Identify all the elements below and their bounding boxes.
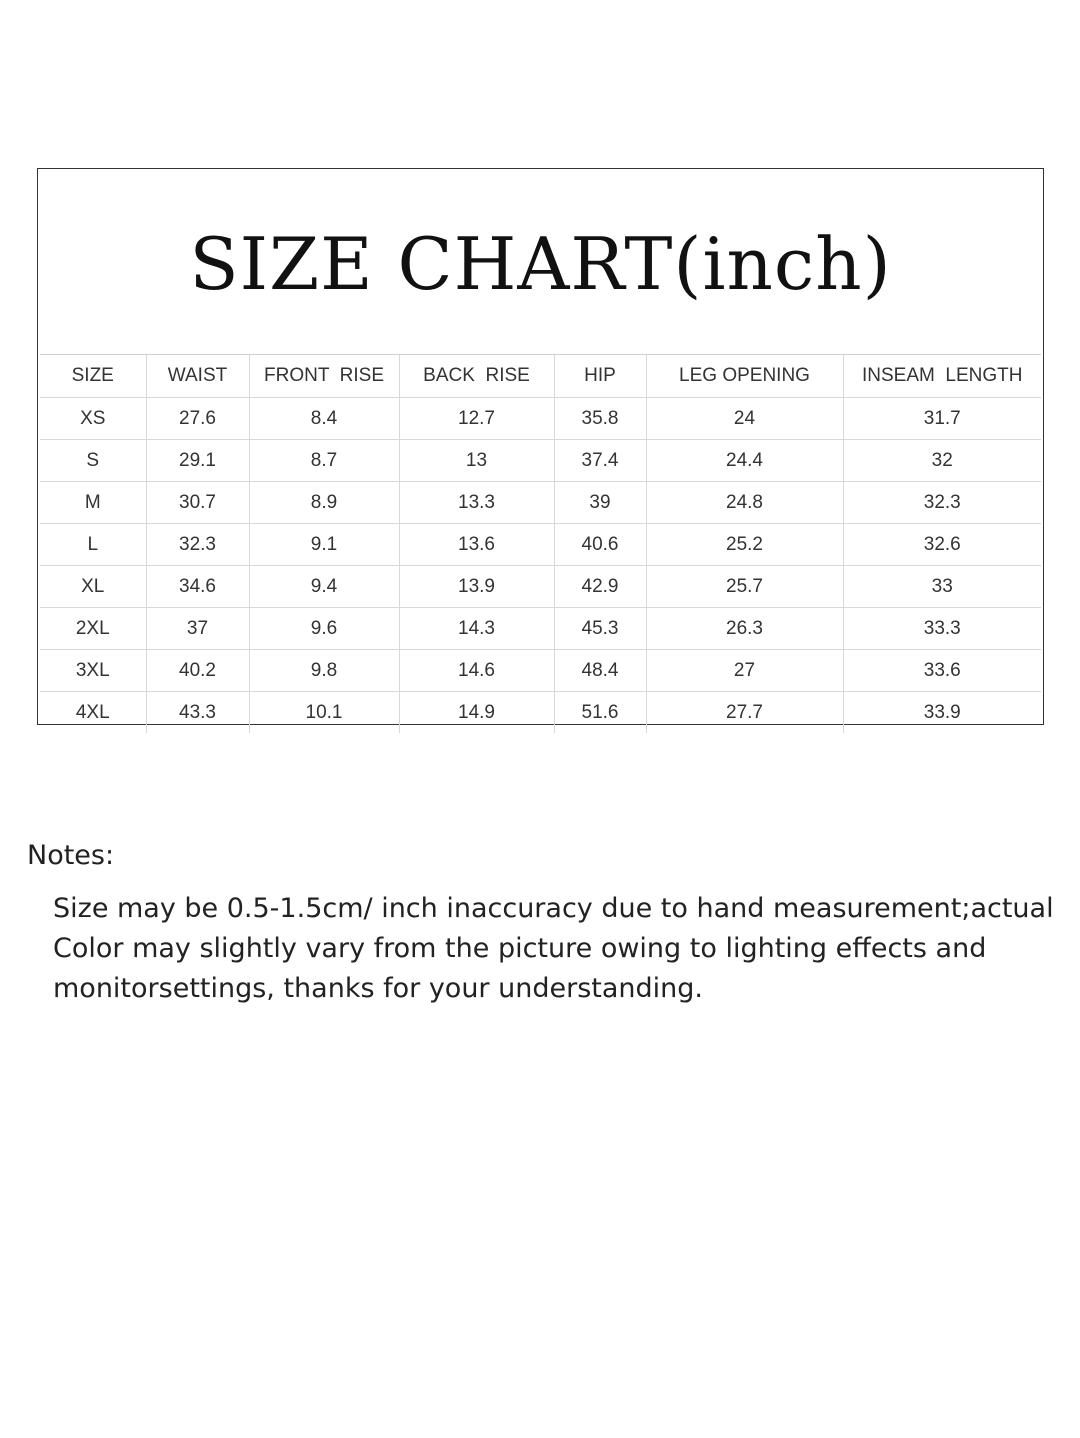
header-back-rise: BACK RISE [399, 355, 554, 398]
table-cell: 25.7 [646, 566, 843, 608]
table-cell: 26.3 [646, 608, 843, 650]
table-cell: L [40, 524, 146, 566]
table-cell: 29.1 [146, 440, 249, 482]
table-cell: 24 [646, 398, 843, 440]
table-cell: 31.7 [843, 398, 1041, 440]
table-cell: 33.9 [843, 692, 1041, 734]
table-cell: 34.6 [146, 566, 249, 608]
table-cell: 8.7 [249, 440, 399, 482]
table-cell: 3XL [40, 650, 146, 692]
table-cell: 33 [843, 566, 1041, 608]
table-row [40, 566, 1041, 608]
table-cell: 24.4 [646, 440, 843, 482]
table-cell: 32.6 [843, 524, 1041, 566]
table-row [40, 608, 1041, 650]
table-cell: 27.6 [146, 398, 249, 440]
table-cell: 2XL [40, 608, 146, 650]
table-cell: 42.9 [554, 566, 646, 608]
table-cell: 13 [399, 440, 554, 482]
table-cell: 30.7 [146, 482, 249, 524]
table-cell: 27.7 [646, 692, 843, 734]
header-leg-opening: LEG OPENING [646, 355, 843, 398]
table-cell: XS [40, 398, 146, 440]
notes-line: monitorsettings, thanks for your understanding. [53, 973, 703, 1004]
table-cell: 27 [646, 650, 843, 692]
table-cell: 9.4 [249, 566, 399, 608]
notes-line: Size may be 0.5-1.5cm/ inch inaccuracy due to hand measurement;actual [53, 893, 1054, 924]
notes-heading: Notes: [27, 840, 115, 871]
table-cell: 14.3 [399, 608, 554, 650]
table-row [40, 524, 1041, 566]
table-cell: 9.8 [249, 650, 399, 692]
table-cell: 39 [554, 482, 646, 524]
table-cell: M [40, 482, 146, 524]
table-cell: 13.9 [399, 566, 554, 608]
header-inseam-length: INSEAM LENGTH [843, 355, 1041, 398]
table-cell: 37.4 [554, 440, 646, 482]
table-cell: 33.3 [843, 608, 1041, 650]
table-row [40, 650, 1041, 692]
table-cell: 8.4 [249, 398, 399, 440]
notes-line: Color may slightly vary from the picture owing to lighting effects and [53, 933, 987, 964]
table-cell: 40.6 [554, 524, 646, 566]
table-cell: 32.3 [843, 482, 1041, 524]
table-cell: 10.1 [249, 692, 399, 734]
table-cell: S [40, 440, 146, 482]
table-cell: 8.9 [249, 482, 399, 524]
table-cell: 25.2 [646, 524, 843, 566]
table-cell: 14.9 [399, 692, 554, 734]
table-row [40, 692, 1041, 734]
table-cell: 4XL [40, 692, 146, 734]
table-cell: 9.1 [249, 524, 399, 566]
table-row [40, 398, 1041, 440]
size-chart [37, 168, 1044, 725]
chart-title: SIZE CHART(inch) [189, 222, 892, 306]
table-cell: 32.3 [146, 524, 249, 566]
header-size: SIZE [40, 355, 146, 398]
header-hip: HIP [554, 355, 646, 398]
table-cell: 24.8 [646, 482, 843, 524]
table-cell: 35.8 [554, 398, 646, 440]
header-front-rise: FRONT RISE [249, 355, 399, 398]
table-cell: 32 [843, 440, 1041, 482]
table-cell: 13.6 [399, 524, 554, 566]
notes-body [53, 889, 1073, 1009]
size-table [40, 354, 1041, 733]
table-cell: 40.2 [146, 650, 249, 692]
table-row [40, 482, 1041, 524]
table-row [40, 440, 1041, 482]
table-cell: 43.3 [146, 692, 249, 734]
table-cell: 33.6 [843, 650, 1041, 692]
table-cell: 9.6 [249, 608, 399, 650]
table-cell: 12.7 [399, 398, 554, 440]
table-header-row [40, 355, 1041, 398]
table-cell: 14.6 [399, 650, 554, 692]
table-body [40, 398, 1041, 734]
table-cell: 51.6 [554, 692, 646, 734]
table-cell: 48.4 [554, 650, 646, 692]
header-waist: WAIST [146, 355, 249, 398]
table-cell: XL [40, 566, 146, 608]
table-cell: 13.3 [399, 482, 554, 524]
table-cell: 45.3 [554, 608, 646, 650]
table-cell: 37 [146, 608, 249, 650]
